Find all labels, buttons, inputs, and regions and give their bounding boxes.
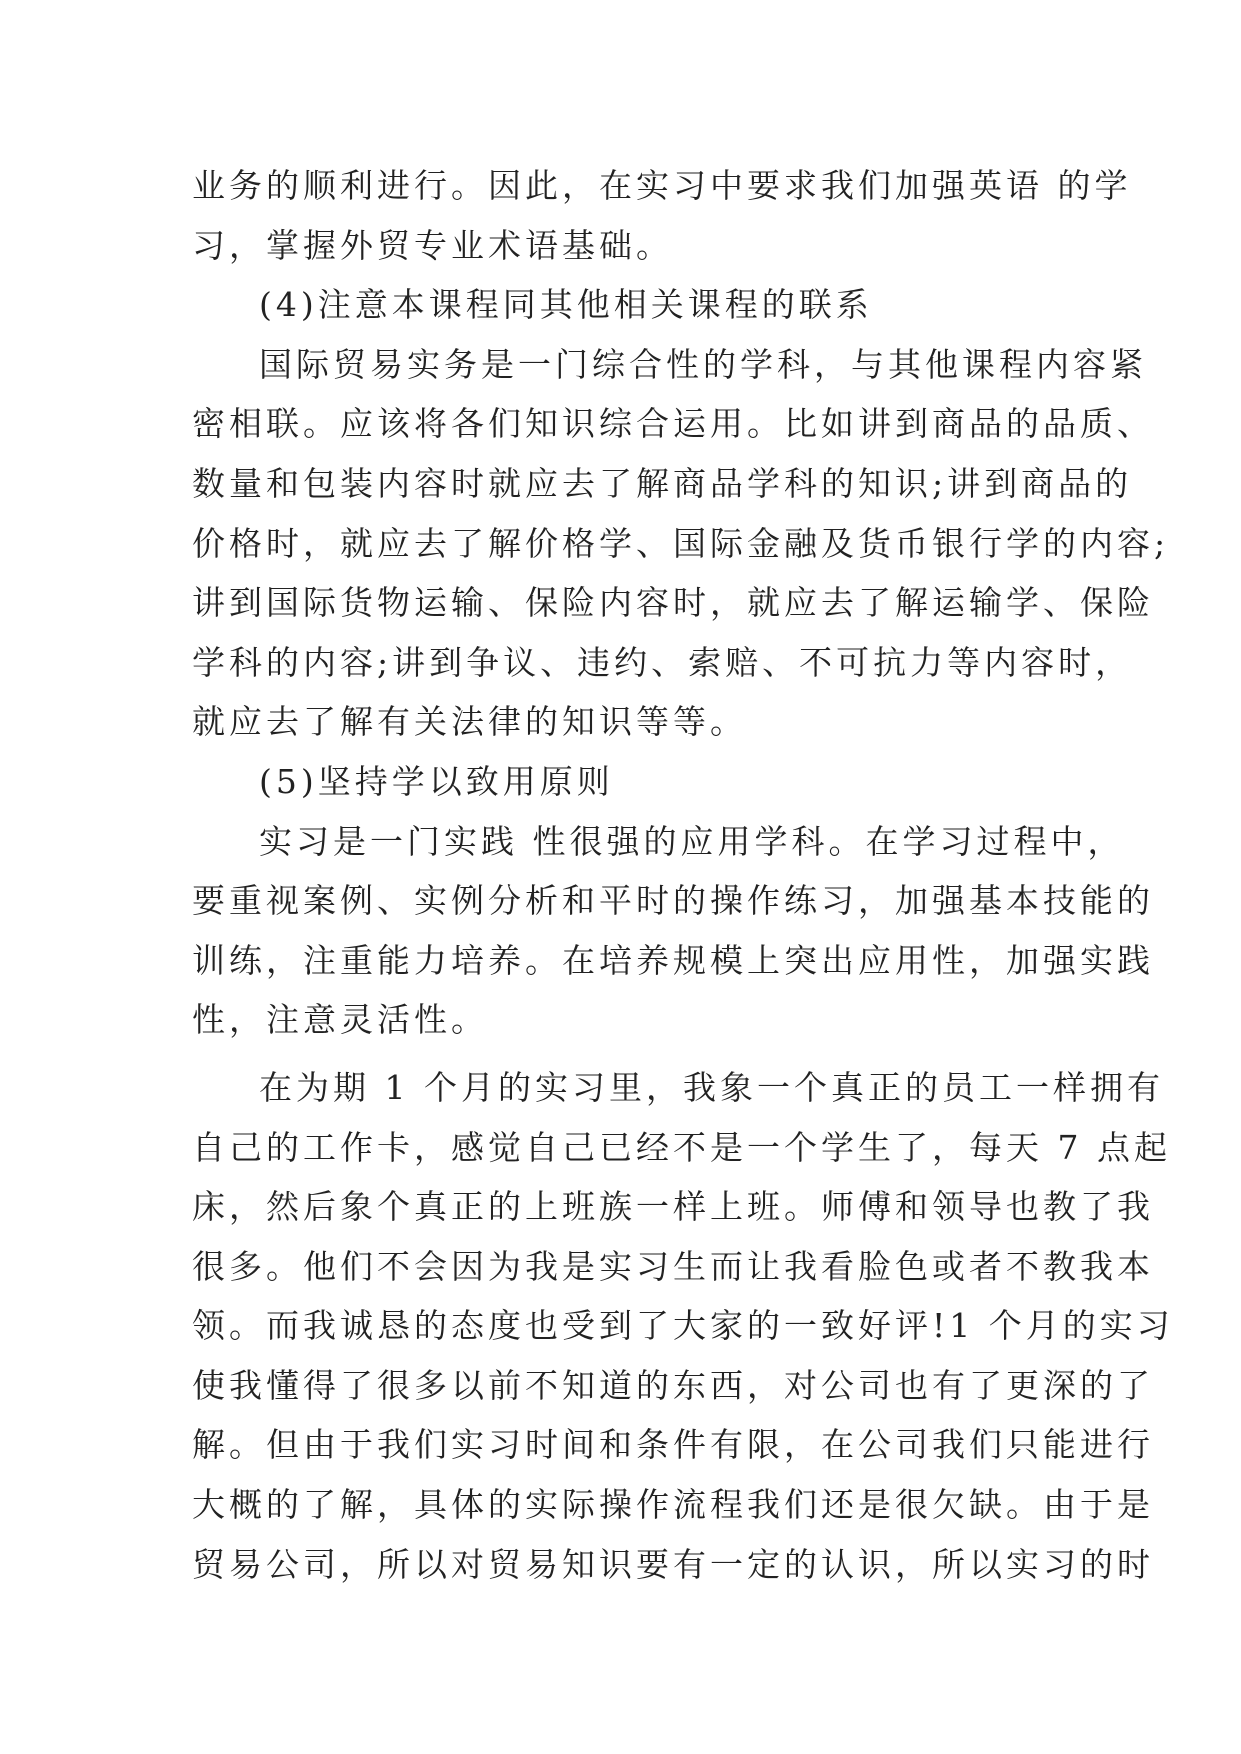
text-line: 训练，注重能力培养。在培养规模上突出应用性，加强实践 xyxy=(192,940,1154,980)
text-line: 领。而我诚恳的态度也受到了大家的一致好评!1 个月的实习 xyxy=(192,1306,1174,1346)
section-heading: (5)坚持学以致用原则 xyxy=(259,761,614,801)
text-line: 贸易公司，所以对贸易知识要有一定的认识，所以实习的时 xyxy=(192,1544,1154,1584)
text-line: 大概的了解，具体的实际操作流程我们还是很欠缺。由于是 xyxy=(192,1485,1154,1525)
text-line: 使我懂得了很多以前不知道的东西，对公司也有了更深的了 xyxy=(192,1365,1154,1405)
text-line: 密相联。应该将各们知识综合运用。比如讲到商品的品质、 xyxy=(192,404,1154,444)
text-line: 数量和包装内容时就应去了解商品学科的知识;讲到商品的 xyxy=(192,463,1133,503)
text-line: 要重视案例、实例分析和平时的操作练习，加强基本技能的 xyxy=(192,881,1154,921)
text-line: 性，注意灵活性。 xyxy=(192,1000,488,1040)
text-line: 床，然后象个真正的上班族一样上班。师傅和领导也教了我 xyxy=(192,1187,1154,1227)
text-line: 自己的工作卡，感觉自己已经不是一个学生了，每天 7 点起 xyxy=(192,1127,1171,1167)
text-line: 实习是一门实践 性很强的应用学科。在学习过程中， xyxy=(259,821,1125,861)
document-body xyxy=(192,156,1174,1594)
text-line: 国际贸易实务是一门综合性的学科，与其他课程内容紧 xyxy=(259,344,1147,384)
text-line: 学科的内容;讲到争议、违约、索赔、不可抗力等内容时， xyxy=(192,642,1133,682)
paragraph-gap xyxy=(192,1050,1057,1058)
text-line: 讲到国际货物运输、保险内容时，就应去了解运输学、保险 xyxy=(192,583,1154,623)
text-line: 业务的顺利进行。因此，在实习中要求我们加强英语 的学 xyxy=(192,166,1132,205)
section-heading: (4)注意本课程同其他相关课程的联系 xyxy=(259,285,873,325)
text-line: 价格时，就应去了解价格学、国际金融及货币银行学的内容; xyxy=(192,523,1170,563)
text-line: 就应去了解有关法律的知识等等。 xyxy=(192,702,747,742)
text-line: 很多。他们不会因为我是实习生而让我看脸色或者不教我本 xyxy=(192,1246,1154,1286)
text-line: 习，掌握外贸专业术语基础。 xyxy=(192,225,673,265)
text-line: 在为期 1 个月的实习里，我象一个真正的员工一样拥有 xyxy=(259,1067,1164,1107)
text-line: 解。但由于我们实习时间和条件有限，在公司我们只能进行 xyxy=(192,1425,1154,1465)
